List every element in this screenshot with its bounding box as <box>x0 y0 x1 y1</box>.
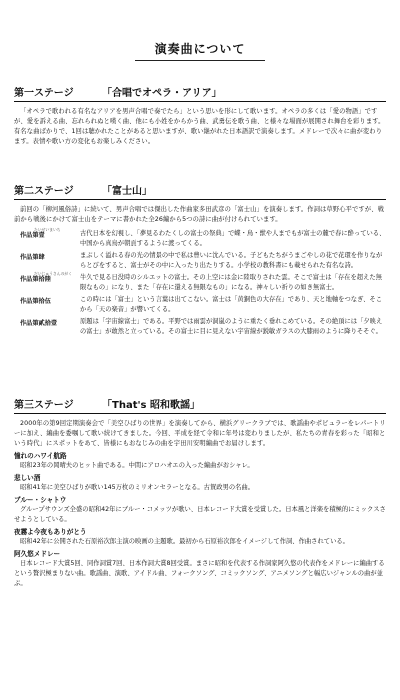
stage-two-number: 第二ステージ <box>14 186 74 197</box>
song-description: 昭和41年に美空ひばりが歌い145万枚のミリオンセラーとなる。古賀政男の名曲。 <box>20 484 255 491</box>
song-title: 阿久悠メドレー <box>14 550 61 558</box>
works-list <box>14 229 386 337</box>
song-list <box>14 451 386 589</box>
stage-one-number: 第一ステージ <box>14 88 74 99</box>
work-label: 作品第壹 <box>20 232 45 239</box>
stage-two-heading <box>14 182 386 200</box>
stage-three-intro: 2000年の第9回定期演奏会で「美空ひばりの世界」を演奏してから、横浜グリークラブでは、歌謡曲やポピュラーをレパートリーに加え、編曲を委嘱して歌い続けてきました。今回、平成を経て令和に年号は変わりましたが、私たちの青春を彩った「昭和という時代」にスポットをあて、皆様にもおなじみの曲を宇田川安明編曲でお届けします。 <box>14 420 386 447</box>
work-row <box>14 229 386 249</box>
work-description: 古代日本を幻視し、「夢見るわたくしの富士の祭典」で蝶・鳥・獣や人までもが富士の麓で春に酔っている、中国から真鳥が朝貢するように渡ってくる。 <box>80 230 386 247</box>
page-title: 演奏曲について <box>135 40 265 61</box>
stage-one-description: 「オペラで歌われる有名なアリアを男声合唱で奏でたら」という思いを形にして歌います。オペラの多くは「愛の物語」ですが、愛を訴える曲、忘れられぬと嘆く曲、他にも小姓をからかう曲、武勇伝を歌う曲、と様々な場面が展開され舞台を彩ります。有名な曲ばかりで、1回は聴かれたことがあると思いますが、歌い継がれた日本語訳で演奏します。メドレーで次々に曲が変わります。表情や歌い方の変化もお楽しみください。 <box>14 108 385 145</box>
work-row <box>14 251 386 271</box>
list-item <box>14 473 386 493</box>
song-description: グループサウンズ全盛の昭和42年にブルー・コメッツが歌い、日本レコード大賞を受賞した。日本風と洋楽を積極的にミックスさせようとしている。 <box>14 506 386 523</box>
stage-three-heading <box>14 396 386 414</box>
song-title: 悲しい酒 <box>14 474 41 482</box>
stage-three-section <box>14 396 386 589</box>
stage-two-section <box>14 182 386 339</box>
stage-one-section <box>14 84 386 147</box>
stage-one-title: 「合唱でオペラ・アリア」 <box>102 88 222 99</box>
work-label: 作品第貳拾壹 <box>20 320 58 327</box>
work-description: まぶしく溢れる春の光の情景の中で私は豊いに沈んでいる。子どもたちがうまごやしの花で花環を作りながらとびをすると、富士がその中に入ったり出たりする。小学校の教科書にも載せられた有名な詩。 <box>80 252 383 269</box>
program-notes-page <box>14 14 386 587</box>
stage-two-intro: 前回の「柳河風俗詩」に続いて、男声合唱では傑出した作曲家多田武彦の「富士山」を演奏します。作詞は草野心平ですが、戦前から戦後にかけて富士山をテーマに書かれた全26編から5つの詩に曲が付けられています。 <box>14 206 384 223</box>
song-title: ブルー・シャトウ <box>14 496 67 504</box>
stage-three-title: 「That's 昭和歌謡」 <box>102 400 200 411</box>
work-description: 牛久で見る日没時のシルエットの富士。その上空には金に陸取りされた雲。そこで富士は「存在を超えた無限なもの」になり、また「存在に還える無限なもの」になる。神々しい祈りの如き無富士。 <box>80 274 382 291</box>
work-label: 作品第拾伍 <box>20 298 51 305</box>
work-label: 作品第拾陸 <box>20 276 51 283</box>
work-row <box>14 295 386 315</box>
work-label: 作品第肆 <box>20 254 45 261</box>
work-row <box>14 273 386 293</box>
work-label-ruby: たいせいまいち <box>34 227 61 232</box>
song-description: 昭和23年の岡晴夫のヒット曲である。中間にアロハオエの入った編曲がおシャレ。 <box>20 462 254 469</box>
work-description: この時には「富士」という言葉は出てこない。富士は「黄銅色の大存在」であり、天と地軸をつなぎ、そこから「天の楽音」が響いてくる。 <box>80 296 382 313</box>
work-label-ruby: だいじゅうさんのがく <box>34 271 72 276</box>
stage-two-title: 「富士山」 <box>102 186 152 197</box>
list-item <box>14 495 386 525</box>
song-title: 夜霧よ今夜もありがとう <box>14 528 87 536</box>
song-description: 昭和42年に公開された石原裕次郎主演の映画の主題歌。最初から石原裕次郎をイメージして作詞、作曲されている。 <box>20 538 349 545</box>
song-title: 憧れのハワイ航路 <box>14 452 67 460</box>
stage-one-heading <box>14 84 386 102</box>
list-item <box>14 549 386 589</box>
work-description: 原題は「宇宙線富士」である。平野では雨雲が洞嵐のように重たく垂れこめている。その絶頂には「夕映えの富士」が敢然と立っている。その富士に目に見えない宇宙線が鋭敏ガラスの大膝雨のように降りそそぐ。 <box>80 318 383 335</box>
list-item <box>14 527 386 547</box>
song-description: 日本レコード大賞5回、同作詞賞7回、日本作詞大賞8回受賞。まさに昭和を代表する作詞家阿久悠の代表作をメドレーに編曲するという贅沢極まりない曲。歌謡曲、演歌、アイドル曲、フォークソング、コミックソング、アニメソングと幅広いジャンルの曲が並ぶ。 <box>14 560 385 587</box>
work-row <box>14 317 386 337</box>
list-item <box>14 451 386 471</box>
stage-three-number: 第三ステージ <box>14 400 74 411</box>
